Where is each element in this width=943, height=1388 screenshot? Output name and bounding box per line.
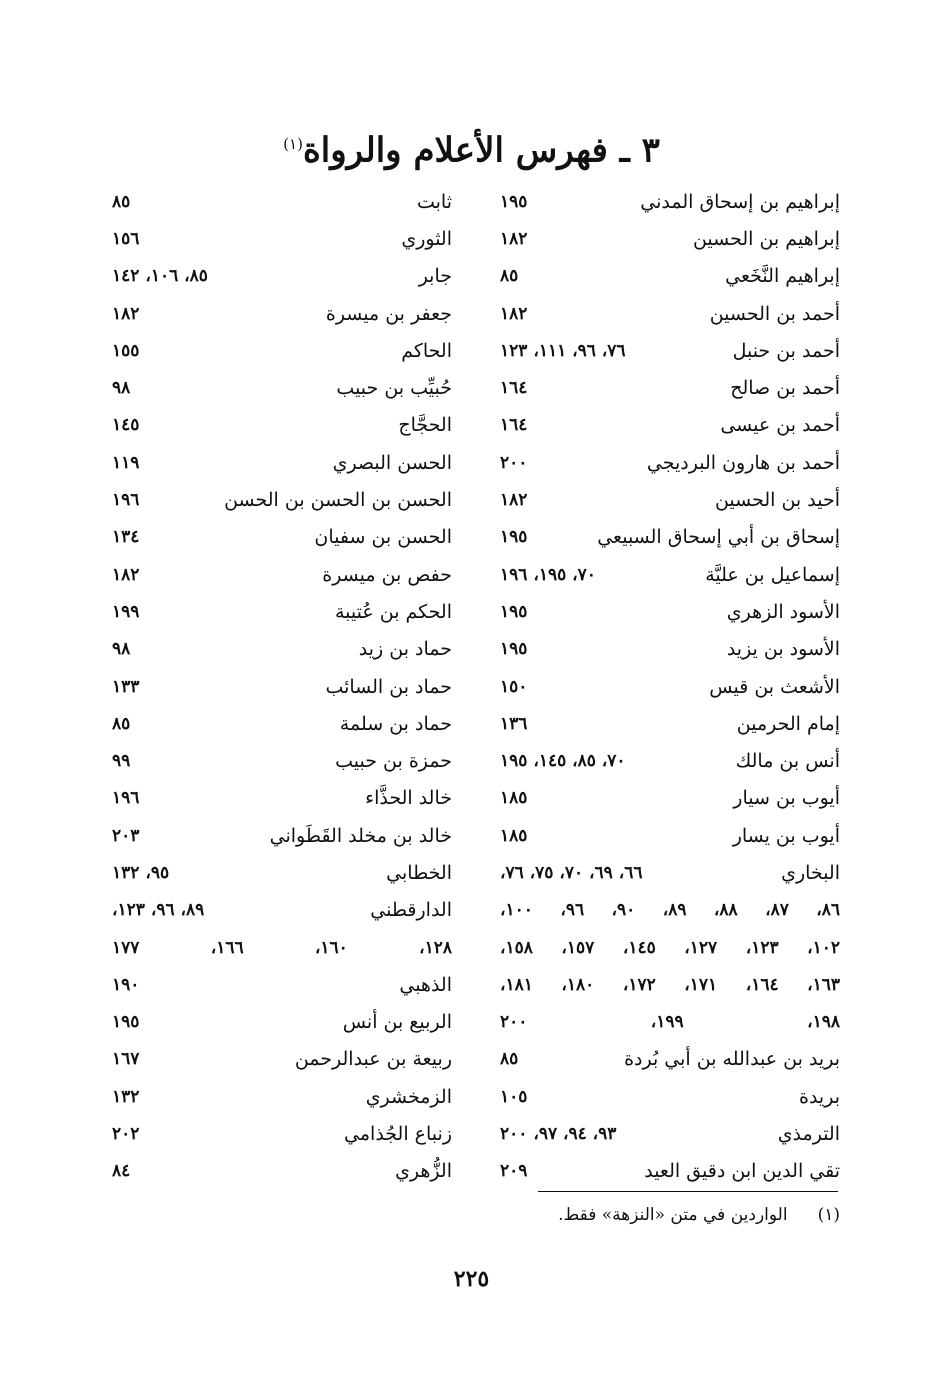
index-entry: [112, 1041, 452, 1078]
index-entry: [500, 929, 840, 966]
index-entry: [500, 593, 840, 630]
entry-name: الزُّهري: [395, 1160, 452, 1183]
index-entry: [500, 1041, 840, 1078]
index-entry: [112, 1078, 452, 1115]
index-entry: [112, 705, 452, 742]
entry-name: الأشعث بن قيس: [709, 675, 840, 698]
index-entry: [112, 892, 452, 929]
entry-name: ثابت: [416, 190, 452, 213]
index-entry: [112, 481, 452, 518]
entry-pages: ١٨٢: [112, 564, 140, 585]
entry-pages: ١٣٦: [500, 713, 528, 734]
entry-name: الأسود الزهري: [726, 600, 840, 623]
entry-pages: ١٣٢: [112, 1086, 140, 1107]
entry-pages: ١١٩: [112, 452, 140, 473]
entry-pages: ٢٠٢: [112, 1124, 140, 1145]
index-entry: [112, 519, 452, 556]
index-entry: [112, 854, 452, 891]
entry-pages: ٨٦، ٨٧، ٨٨، ٨٩، ٩٠، ٩٦، ١٠٠،: [500, 900, 841, 921]
entry-pages: ١٨٢: [500, 490, 528, 511]
index-entry: [500, 1115, 840, 1152]
entry-pages: ١٩٥: [112, 1012, 140, 1033]
index-entry: [112, 929, 452, 966]
index-entry: [112, 780, 452, 817]
entry-pages: ١٣٤: [112, 527, 140, 548]
index-entry: [500, 631, 840, 668]
index-entry: [500, 966, 840, 1003]
entry-name: حماد بن زيد: [358, 638, 452, 661]
entry-pages: ١٩٨، ١٩٩، ٢٠٠: [500, 1012, 840, 1033]
entry-name: أحمد بن عيسى: [720, 414, 840, 437]
entry-pages: ٨٥: [500, 266, 519, 287]
entry-pages: ٢٠٩: [500, 1161, 528, 1182]
index-entry: [112, 183, 452, 220]
entry-name: خالد الحذَّاء: [365, 787, 452, 810]
entry-pages: ١٦٤: [500, 415, 528, 436]
index-entry: [112, 593, 452, 630]
title-footnote-marker: (١): [283, 135, 303, 153]
index-entry: [112, 332, 452, 369]
entry-name: إسماعيل بن عليَّة: [705, 563, 840, 586]
entry-pages: ٨٥: [112, 191, 131, 212]
entry-name: خالد بن مخلد القَطَواني: [269, 824, 452, 847]
index-entry: [500, 444, 840, 481]
index-entry: [112, 369, 452, 406]
entry-pages: ١٨٢: [500, 303, 528, 324]
index-entry: [112, 258, 452, 295]
entry-name: البخاري: [781, 861, 840, 884]
entry-name: الحسن بن الحسن بن الحسن: [224, 489, 452, 512]
entry-pages: ٨٥: [112, 713, 131, 734]
entry-name: أحمد بن حنبل: [732, 339, 840, 362]
index-entry: [112, 631, 452, 668]
entry-pages: ١٨٢: [500, 228, 528, 249]
page-number: ٢٢٥: [453, 1266, 490, 1292]
entry-pages: ٢٠٠: [500, 452, 528, 473]
entry-name: إبراهيم بن الحسين: [692, 227, 840, 250]
entry-name: أنس بن مالك: [735, 750, 840, 773]
index-entry: [500, 817, 840, 854]
entry-pages: ١٨٥: [500, 788, 528, 809]
entry-pages: ١٣٣: [112, 676, 140, 697]
index-entry: [500, 369, 840, 406]
index-entry: [112, 1153, 452, 1190]
entry-name: الترمذي: [777, 1123, 840, 1146]
entry-name: الخطابي: [386, 861, 452, 884]
entry-name: الأسود بن يزيد: [726, 638, 840, 661]
index-entry: [112, 817, 452, 854]
entry-name: حُبيِّب بن حبيب: [336, 377, 452, 400]
entry-name: أيوب بن سيار: [733, 787, 840, 810]
index-entry: [112, 966, 452, 1003]
entry-pages: ١٩٠: [112, 974, 140, 995]
entry-pages: ١٤٥: [112, 415, 140, 436]
entry-pages: ١٩٩: [112, 601, 140, 622]
index-entry: [112, 1004, 452, 1041]
index-entry: [500, 556, 840, 593]
entry-name: زنباع الجُذامي: [344, 1123, 452, 1146]
entry-name: الحسن بن سفيان: [314, 526, 452, 549]
index-entry: [500, 481, 840, 518]
entry-pages: ٨٥: [500, 1049, 519, 1070]
index-entry: [500, 705, 840, 742]
entry-name: إمام الحرمين: [736, 712, 840, 735]
entry-pages: ٧٠، ١٩٥، ١٩٦: [500, 564, 596, 585]
entry-pages: ١٥٥: [112, 340, 140, 361]
entry-pages: ٨٥، ١٠٦، ١٤٢: [112, 266, 208, 287]
footnote-text: الواردين في متن «النزهة» فقط.: [558, 1205, 788, 1225]
entry-name: بريدة: [799, 1085, 840, 1108]
entry-name: أحمد بن هارون البرديجي: [646, 451, 840, 474]
entry-name: ربيعة بن عبدالرحمن: [294, 1048, 452, 1071]
entry-name: جعفر بن ميسرة: [325, 302, 452, 325]
entry-pages: ١٠٥: [500, 1086, 528, 1107]
entry-pages: ١٩٥: [500, 191, 528, 212]
index-entry: [500, 1004, 840, 1041]
entry-pages: ٧٦، ٩٦، ١١١، ١٢٣: [500, 340, 626, 361]
entry-pages: ٩٥، ١٣٢: [112, 862, 170, 883]
entry-name: إبراهيم بن إسحاق المدني: [640, 190, 840, 213]
entry-name: الحاكم: [401, 339, 452, 362]
entry-pages: ١٦٣، ١٦٤، ١٧١، ١٧٢، ١٨٠، ١٨١،: [500, 974, 841, 995]
index-entry: [112, 444, 452, 481]
entry-name: الحسن البصري: [332, 451, 452, 474]
index-column-right: [500, 183, 840, 1190]
entry-pages: ٦٦، ٦٩، ٧٠، ٧٥، ٧٦،: [500, 862, 643, 883]
index-entry: [112, 742, 452, 779]
index-entry: [500, 1153, 840, 1190]
index-entry: [500, 258, 840, 295]
entry-name: إبراهيم النَّخَعي: [725, 265, 840, 288]
entry-pages: ٨٩، ٩٦، ١٢٣،: [112, 900, 205, 921]
index-entry: [500, 1078, 840, 1115]
entry-pages: ٨٤: [112, 1161, 131, 1182]
entry-name: حفص بن ميسرة: [322, 563, 452, 586]
index-entry: [500, 295, 840, 332]
entry-pages: ١٢٨، ١٦٠، ١٦٦، ١٧٧: [112, 937, 453, 958]
entry-pages: ١٩٥: [500, 639, 528, 660]
entry-pages: ١٥٦: [112, 228, 140, 249]
index-entry: [112, 295, 452, 332]
entry-name: بريد بن عبدالله بن أبي بُردة: [624, 1048, 840, 1071]
entry-name: الحجَّاج: [398, 414, 452, 437]
entry-pages: ٧٠، ٨٥، ١٤٥، ١٩٥: [500, 751, 626, 772]
footnote-number: (١): [817, 1205, 840, 1225]
index-entry: [500, 519, 840, 556]
entry-name: أيوب بن يسار: [732, 824, 840, 847]
index-entry: [112, 668, 452, 705]
entry-pages: ١٩٦: [112, 490, 140, 511]
entry-pages: ٩٨: [112, 639, 131, 660]
entry-name: حماد بن سلمة: [339, 712, 452, 735]
index-entry: [112, 220, 452, 257]
entry-pages: ٢٠٣: [112, 825, 140, 846]
entry-pages: ١٦٤: [500, 378, 528, 399]
entry-name: جابر: [418, 265, 452, 288]
page-title: [0, 120, 943, 174]
title-text: ٣ ـ فهرس الأعلام والرواة: [302, 130, 660, 171]
entry-name: أحمد بن صالح: [730, 377, 840, 400]
entry-name: الحكم بن عُتيبة: [334, 600, 452, 623]
index-entry: [112, 407, 452, 444]
entry-name: تقي الدين ابن دقيق العيد: [644, 1160, 840, 1183]
index-entry: [500, 668, 840, 705]
entry-name: إسحاق بن أبي إسحاق السبيعي: [597, 526, 840, 549]
entry-name: الدارقطني: [370, 899, 452, 922]
entry-name: الربيع بن أنس: [342, 1011, 452, 1034]
index-entry: [500, 183, 840, 220]
entry-pages: ١٨٥: [500, 825, 528, 846]
index-entry: [112, 556, 452, 593]
index-entry: [500, 892, 840, 929]
index-entry: [112, 1115, 452, 1152]
index-entry: [500, 332, 840, 369]
index-entry: [500, 742, 840, 779]
entry-pages: ٩٩: [112, 751, 131, 772]
index-entry: [500, 220, 840, 257]
entry-pages: ١٩٥: [500, 601, 528, 622]
entry-pages: ١٥٠: [500, 676, 528, 697]
index-entry: [500, 854, 840, 891]
entry-name: الذهبي: [399, 973, 452, 996]
entry-name: الزمخشري: [365, 1085, 452, 1108]
entry-name: أحمد بن الحسين: [709, 302, 840, 325]
entry-name: الثوري: [401, 227, 452, 250]
footnote: [480, 1205, 840, 1225]
entry-pages: ٩٨: [112, 378, 131, 399]
entry-pages: ١٠٢، ١٢٣، ١٢٧، ١٤٥، ١٥٧، ١٥٨،: [500, 937, 841, 958]
entry-pages: ١٨٢: [112, 303, 140, 324]
index-entry: [500, 407, 840, 444]
entry-pages: ٩٣، ٩٤، ٩٧، ٢٠٠: [500, 1124, 617, 1145]
index-column-left: [112, 183, 452, 1190]
entry-pages: ١٦٧: [112, 1049, 140, 1070]
index-entry: [500, 780, 840, 817]
entry-name: أحيد بن الحسين: [714, 489, 840, 512]
entry-pages: ١٩٥: [500, 527, 528, 548]
entry-name: حمزة بن حبيب: [335, 750, 452, 773]
entry-pages: ١٩٦: [112, 788, 140, 809]
entry-name: حماد بن السائب: [325, 675, 452, 698]
footnote-rule: [538, 1191, 838, 1192]
